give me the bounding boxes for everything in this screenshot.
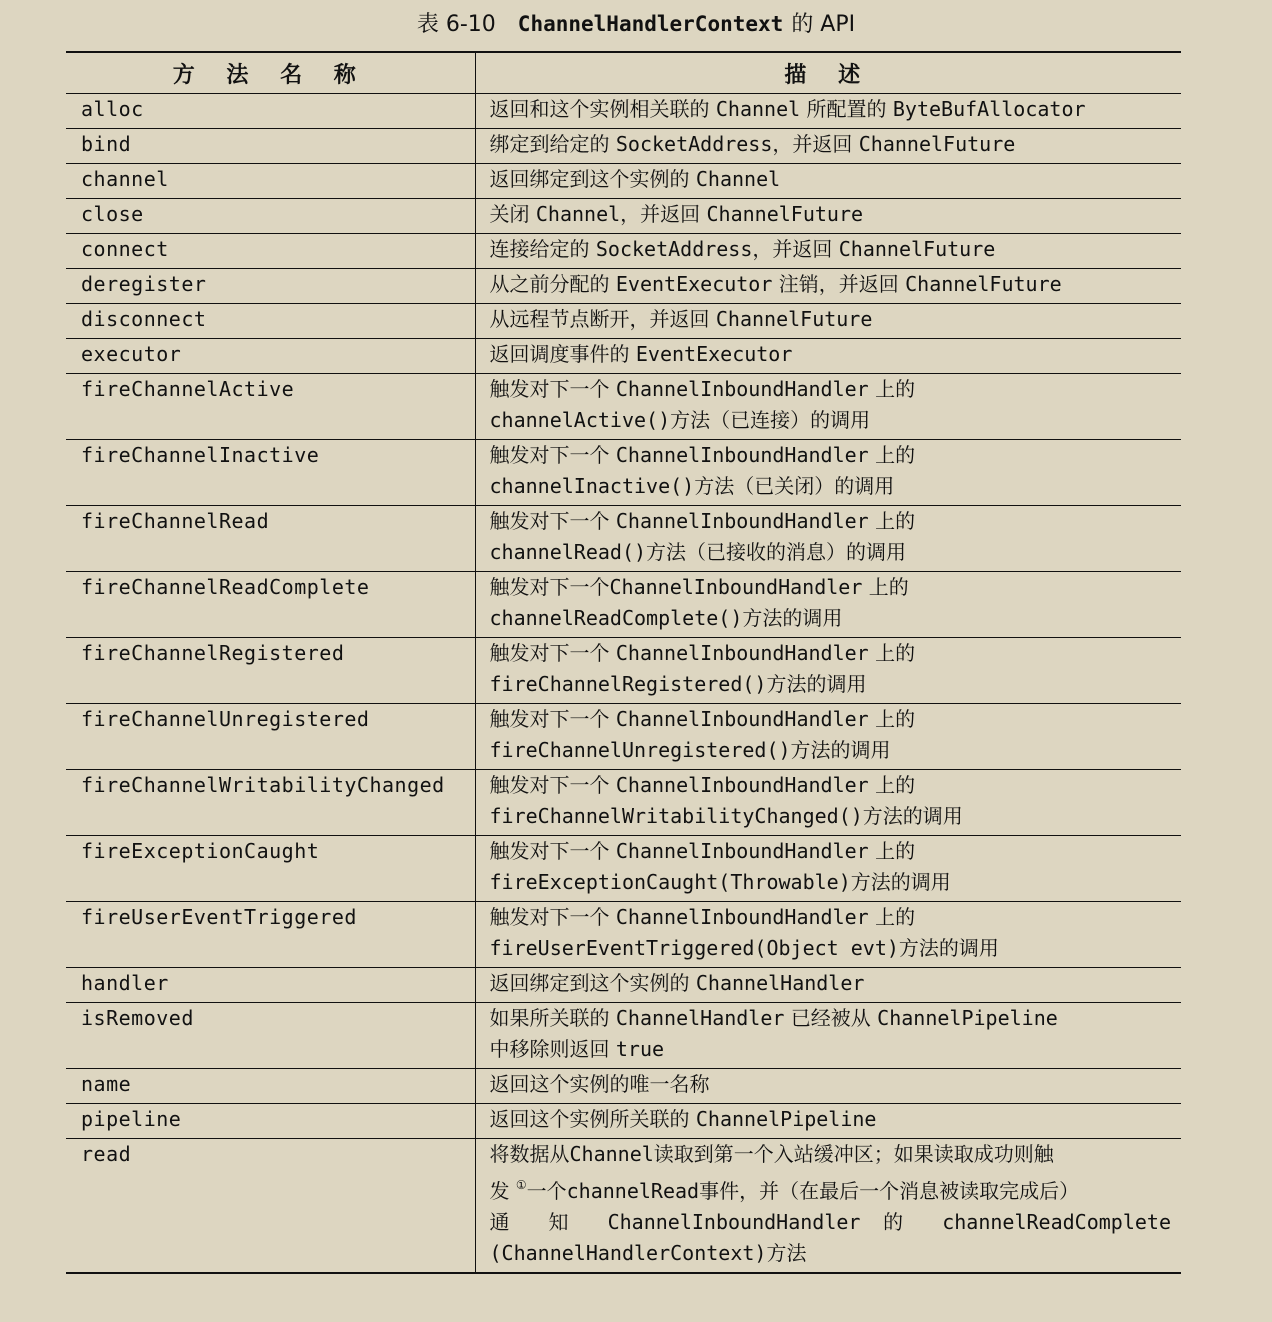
description-line	[490, 572, 1172, 603]
code-text: ChannelInboundHandler	[615, 509, 869, 533]
description-cell	[475, 506, 1181, 572]
table-row	[66, 770, 1181, 836]
header-method-name: 方 法 名 称	[66, 52, 475, 94]
table-row	[66, 199, 1181, 234]
method-name-cell: connect	[66, 234, 475, 269]
table-row	[66, 836, 1181, 902]
desc-text: 从之前分配的	[489, 272, 616, 296]
header-description: 描 述	[475, 52, 1181, 94]
method-name-cell: fireExceptionCaught	[66, 836, 475, 902]
table-caption	[0, 6, 1272, 43]
desc-text: 上的	[862, 575, 909, 599]
caption-class-name: ChannelHandlerContext	[517, 12, 784, 36]
table-row	[66, 1139, 1181, 1274]
table-row	[66, 572, 1181, 638]
table-row	[66, 304, 1181, 339]
code-text: SocketAddress	[595, 237, 753, 261]
description-cell	[475, 374, 1181, 440]
description-line	[490, 440, 1172, 471]
description-line	[490, 933, 1172, 964]
method-name-cell: bind	[66, 129, 475, 164]
desc-text: 方法（已接收的消息）的调用	[646, 540, 907, 564]
description-line	[490, 902, 1172, 933]
desc-text: ，并返回	[620, 202, 707, 226]
method-name-cell: executor	[66, 339, 475, 374]
description-cell	[475, 94, 1181, 129]
desc-text: 上的	[868, 707, 916, 731]
method-name-cell: fireChannelInactive	[66, 440, 475, 506]
desc-text: 触发对下一个	[489, 641, 616, 665]
desc-text: 方法的调用	[850, 870, 951, 894]
desc-text: 方法（已连接）的调用	[670, 408, 871, 432]
code-text: ChannelInboundHandler	[615, 839, 869, 863]
table-row	[66, 234, 1181, 269]
table-row	[66, 704, 1181, 770]
description-line	[490, 836, 1172, 867]
description-cell	[475, 770, 1181, 836]
description-line	[490, 506, 1172, 537]
desc-text: 中移除则返回	[489, 1037, 616, 1061]
code-text: fireChannelRegistered()	[489, 672, 767, 696]
code-text: ChannelFuture	[715, 307, 873, 331]
code-text: ChannelInboundHandler	[615, 443, 869, 467]
code-text: ChannelFuture	[838, 237, 996, 261]
code-text: ChannelFuture	[905, 272, 1062, 296]
desc-text: 触发对下一个	[489, 773, 616, 797]
desc-text: 触发对下一个	[489, 575, 610, 599]
desc-text: 触发对下一个	[489, 377, 616, 401]
code-text: ChannelHandler	[695, 971, 865, 995]
method-name-cell: read	[66, 1139, 475, 1274]
description-cell	[475, 199, 1181, 234]
desc-text: 上的	[868, 443, 916, 467]
table-row	[66, 506, 1181, 572]
code-text: ChannelInboundHandler	[607, 1210, 861, 1234]
desc-text: 返回绑定到这个实例的	[489, 971, 696, 995]
desc-text: 返回这个实例的唯一名称	[489, 1072, 710, 1096]
code-text: channelActive()	[489, 408, 671, 432]
description-line	[490, 1003, 1172, 1034]
description-cell	[475, 1104, 1181, 1139]
description-cell	[475, 572, 1181, 638]
desc-text: 方法的调用	[766, 672, 867, 696]
description-cell	[475, 902, 1181, 968]
desc-text: 将数据从	[489, 1142, 570, 1166]
code-text: (ChannelHandlerContext)	[489, 1241, 767, 1265]
code-text: Channel	[569, 1142, 654, 1166]
desc-text: 上的	[868, 839, 916, 863]
method-name-cell: fireUserEventTriggered	[66, 902, 475, 968]
description-line	[490, 537, 1172, 568]
desc-text: 触发对下一个	[489, 707, 616, 731]
description-line	[490, 801, 1172, 832]
desc-text: ，并返回	[772, 132, 859, 156]
code-text: Channel	[715, 97, 801, 121]
desc-text: 触发对下一个	[489, 509, 616, 533]
desc-text: 方法（已关闭）的调用	[694, 474, 895, 498]
description-line	[490, 164, 1172, 195]
method-name-cell: fireChannelRegistered	[66, 638, 475, 704]
code-text: Channel	[695, 167, 781, 191]
desc-text: 关闭	[489, 202, 536, 226]
table-row	[66, 968, 1181, 1003]
desc-text: 方法的调用	[898, 936, 999, 960]
code-text: ChannelHandler	[615, 1006, 785, 1030]
table-row	[66, 902, 1181, 968]
description-line	[490, 1069, 1172, 1100]
code-text: ChannelFuture	[706, 202, 864, 226]
code-text: channelInactive()	[489, 474, 695, 498]
desc-text: 方法的调用	[742, 606, 843, 630]
code-text: channelRead()	[489, 540, 647, 564]
description-cell	[475, 704, 1181, 770]
table-row	[66, 638, 1181, 704]
code-text: channelReadComplete()	[489, 606, 743, 630]
description-line	[490, 638, 1172, 669]
desc-text: 上的	[868, 905, 916, 929]
description-cell	[475, 304, 1181, 339]
description-line	[490, 669, 1172, 700]
desc-text: 方法的调用	[862, 804, 963, 828]
table-row	[66, 1069, 1181, 1104]
code-text: channelRead	[566, 1179, 700, 1203]
description-line	[490, 199, 1172, 230]
desc-text: 方法的调用	[790, 738, 891, 762]
desc-text: 如果所关联的	[489, 1006, 616, 1030]
method-name-cell: fireChannelWritabilityChanged	[66, 770, 475, 836]
description-cell	[475, 1003, 1181, 1069]
api-table	[66, 51, 1181, 1274]
description-cell	[475, 164, 1181, 199]
desc-text: 发	[489, 1179, 516, 1203]
table-row	[66, 440, 1181, 506]
method-name-cell: isRemoved	[66, 1003, 475, 1069]
code-text: EventExecutor	[635, 342, 793, 366]
description-cell	[475, 129, 1181, 164]
method-name-cell: fireChannelRead	[66, 506, 475, 572]
code-text: true	[615, 1037, 665, 1061]
description-line	[490, 1034, 1172, 1065]
description-cell	[475, 836, 1181, 902]
method-name-cell: handler	[66, 968, 475, 1003]
code-text: ChannelInboundHandler	[615, 377, 869, 401]
method-name-cell: channel	[66, 164, 475, 199]
method-name-cell: alloc	[66, 94, 475, 129]
desc-text: 上的	[868, 773, 916, 797]
table-header-row	[66, 52, 1181, 94]
footnote-marker: ①	[515, 1178, 527, 1192]
description-cell	[475, 234, 1181, 269]
code-text: ChannelInboundHandler	[609, 575, 863, 599]
table-row	[66, 269, 1181, 304]
description-line	[490, 269, 1172, 300]
code-text: ChannelInboundHandler	[615, 641, 869, 665]
table-row	[66, 129, 1181, 164]
description-line	[490, 94, 1172, 125]
description-cell	[475, 968, 1181, 1003]
code-text: Channel	[535, 202, 621, 226]
desc-text: 绑定到给定的	[489, 132, 616, 156]
table-number: 表 6-10	[416, 12, 496, 37]
code-text: ByteBufAllocator	[892, 97, 1086, 121]
description-cell	[475, 269, 1181, 304]
code-text: channelReadComplete	[942, 1210, 1171, 1234]
method-name-cell: deregister	[66, 269, 475, 304]
description-line	[490, 339, 1172, 370]
description-line	[490, 867, 1172, 898]
description-line	[490, 770, 1172, 801]
desc-text: 所配置的	[800, 97, 893, 121]
description-line	[490, 129, 1172, 160]
method-name-cell: disconnect	[66, 304, 475, 339]
desc-text: 方法	[766, 1241, 807, 1265]
table-row	[66, 164, 1181, 199]
description-line	[490, 471, 1172, 502]
method-name-cell: fireChannelReadComplete	[66, 572, 475, 638]
desc-text: 通 知	[489, 1210, 608, 1234]
description-line	[490, 374, 1172, 405]
desc-text: 事件，并（在最后一个消息被读取完成后）	[699, 1179, 1080, 1203]
description-line	[490, 1104, 1172, 1135]
desc-text: 读取到第一个入站缓冲区；如果读取成功则触	[653, 1142, 1054, 1166]
description-line	[490, 704, 1172, 735]
desc-text: 连接给定的	[489, 237, 596, 261]
code-text: EventExecutor	[615, 272, 773, 296]
code-text: SocketAddress	[615, 132, 773, 156]
caption-suffix: 的 API	[791, 12, 856, 37]
description-line	[490, 1170, 1172, 1207]
desc-text: 上的	[868, 509, 916, 533]
code-text: fireChannelWritabilityChanged()	[489, 804, 863, 828]
desc-text: 注销，并返回	[772, 272, 906, 296]
desc-text: 触发对下一个	[489, 443, 616, 467]
table-row	[66, 1104, 1181, 1139]
desc-text: 的	[860, 1210, 943, 1234]
code-text: ChannelPipeline	[695, 1107, 877, 1131]
description-cell	[475, 339, 1181, 374]
description-line	[490, 405, 1172, 436]
method-name-cell: fireChannelUnregistered	[66, 704, 475, 770]
code-text: fireExceptionCaught(Throwable)	[489, 870, 851, 894]
method-name-cell: close	[66, 199, 475, 234]
description-line	[490, 234, 1172, 265]
desc-text: 上的	[868, 377, 916, 401]
code-text: ChannelPipeline	[877, 1006, 1058, 1030]
description-line	[490, 735, 1172, 766]
desc-text: 返回这个实例所关联的	[489, 1107, 696, 1131]
desc-text: 已经被从	[784, 1006, 878, 1030]
table-row	[66, 1003, 1181, 1069]
table-body	[66, 94, 1181, 1274]
table-row	[66, 374, 1181, 440]
desc-text: 触发对下一个	[489, 905, 616, 929]
description-line	[490, 1139, 1172, 1170]
description-cell	[475, 1139, 1181, 1274]
table-row	[66, 339, 1181, 374]
table-row	[66, 94, 1181, 129]
desc-text: 上的	[868, 641, 916, 665]
desc-text: 返回和这个实例相关联的	[489, 97, 716, 121]
code-text: ChannelInboundHandler	[615, 773, 869, 797]
code-text: ChannelInboundHandler	[615, 905, 869, 929]
code-text: ChannelFuture	[858, 132, 1016, 156]
description-line	[490, 1238, 1172, 1269]
description-line	[490, 603, 1172, 634]
description-line	[490, 968, 1172, 999]
description-line	[490, 1207, 1172, 1238]
description-line	[490, 304, 1172, 335]
desc-text: 一个	[526, 1179, 567, 1203]
desc-text: 返回调度事件的	[489, 342, 636, 366]
code-text: ChannelInboundHandler	[615, 707, 869, 731]
method-name-cell: name	[66, 1069, 475, 1104]
desc-text: 从远程节点断开，并返回	[489, 307, 716, 331]
description-cell	[475, 638, 1181, 704]
method-name-cell: pipeline	[66, 1104, 475, 1139]
description-cell	[475, 1069, 1181, 1104]
code-text: fireUserEventTriggered(Object evt)	[489, 936, 899, 960]
method-name-cell: fireChannelActive	[66, 374, 475, 440]
desc-text: 触发对下一个	[489, 839, 616, 863]
description-cell	[475, 440, 1181, 506]
desc-text: ，并返回	[752, 237, 839, 261]
desc-text: 返回绑定到这个实例的	[489, 167, 696, 191]
code-text: fireChannelUnregistered()	[489, 738, 791, 762]
